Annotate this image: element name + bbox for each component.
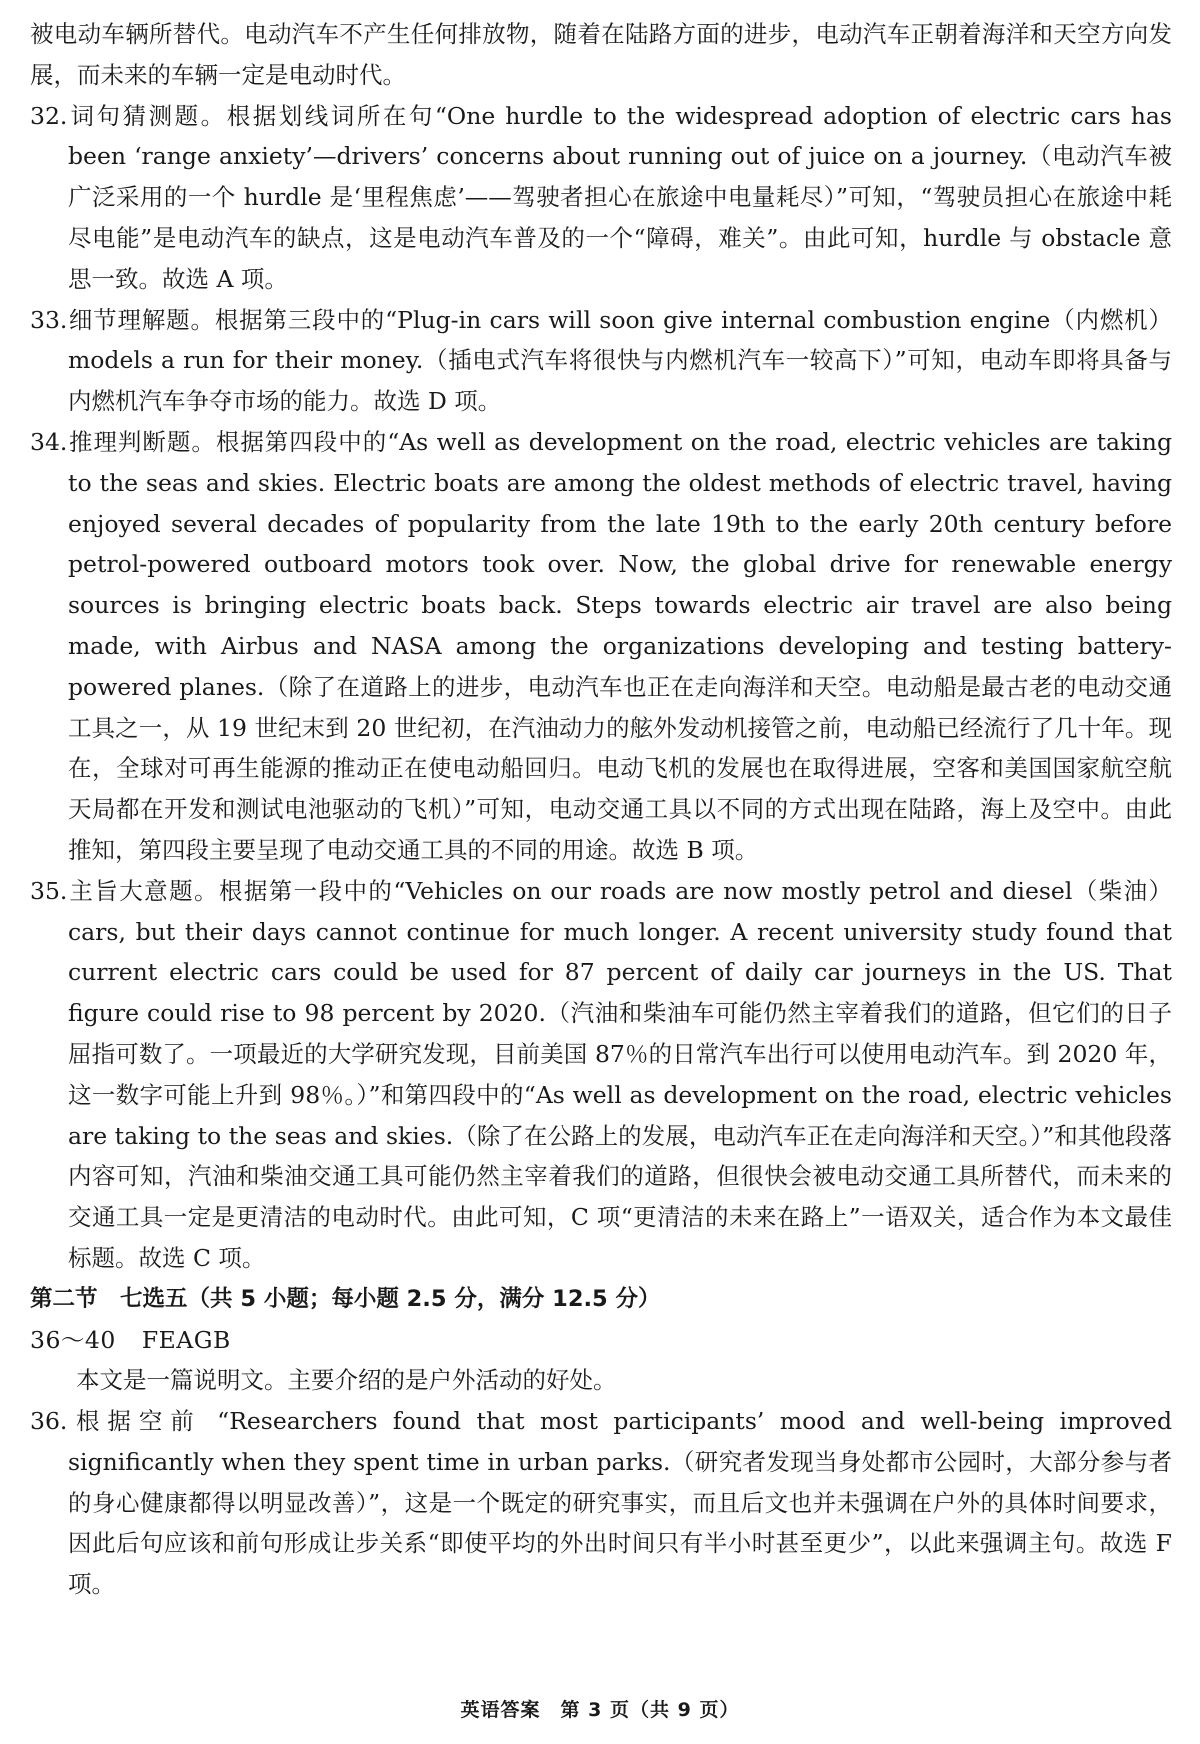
answer-key: FEAGB [141,1325,231,1354]
item-number: 35. [30,876,68,905]
answer-item-33 [30,300,1172,422]
item-number: 36. [30,1407,68,1436]
item-text: 细节理解题。根据第三段中的“Plug-in cars will soon give internal combustion engine（内燃机）models a run for their money.（插电式汽车将很快与内燃机汽车一较高下）”可知，电动车即将具备与内燃机汽车争夺市场的能力。故选 D 项。 [68,305,1172,416]
section-heading: 第二节 七选五（共 5 小题；每小题 2.5 分，满分 12.5 分） [30,1285,661,1312]
answer-range: 36～40 [30,1325,116,1354]
item-text: 主旨大意题。根据第一段中的“Vehicles on our roads are now mostly petrol and diesel（柴油）cars, but their days cannot continue for much longer. A recent university study found that current electric cars could be used for 87 percent of daily car journeys in the US. That figure could rise to 98 percent by 2020.（汽油和柴油车可能仍然主宰着我们的道路，但它们的日子屈指可数了。一项最近的大学研究发现，目前美国 87％的日常汽车出行可以使用电动汽车。到 2020 年，这一数字可能上升到 98％。）”和第四段中的“As well as development on the road, electric vehicles are taking to the seas and skies.（除了在公路上的发展，电动汽车正在走向海洋和天空。）”和其他段落内容可知，汽油和柴油交通工具可能仍然主宰着我们的道路，但很快会被电动交通工具所替代，而未来的交通工具一定是更清洁的电动时代。由此可知，C 项“更清洁的未来在路上”一语双关，适合作为本文最佳标题。故选 C 项。 [68,876,1172,1272]
page-footer: 英语答案 第 3 页（共 9 页） [460,1699,740,1721]
passage-intro: 本文是一篇说明文。主要介绍的是户外活动的好处。 [76,1366,617,1395]
continued-paragraph: 被电动车辆所替代。电动汽车不产生任何排放物，随着在陆路方面的进步，电动汽车正朝着海洋和天空方向发展，而未来的车辆一定是电动时代。 [30,20,1172,89]
answer-item-36 [30,1401,1172,1605]
item-number: 33. [30,305,68,334]
page-content [30,14,1172,1605]
answer-item-35 [30,871,1172,1279]
answer-item-34 [30,422,1172,871]
item-text: 根据空前 “Researchers found that most participants’ mood and well-being improved significantly when they spent time in urban parks.（研究者发现当身处都市公园时，大部分参与者的身心健康都得以明显改善）”，这是一个既定的研究事实，而且后文也并未强调在户外的具体时间要求，因此后句应该和前句形成让步关系“即使平均的外出时间只有半小时甚至更少”，以此来强调主句。故选 F 项。 [68,1407,1172,1599]
item-number: 32. [30,101,68,130]
item-text: 推理判断题。根据第四段中的“As well as development on the road, electric vehicles are taking to the seas and skies. Electric boats are among the oldest methods of electric travel, having enjoyed several decades of popularity from the late 19th to the early 20th century before petrol-powered outboard motors took over. Now, the global drive for renewable energy sources is bringing electric boats back. Steps towards electric air travel are also being made, with Airbus and NASA among the organizations developing and testing battery-powered planes.（除了在道路上的进步，电动汽车也正在走向海洋和天空。电动船是最古老的电动交通工具之一，从 19 世纪末到 20 世纪初，在汽油动力的舷外发动机接管之前，电动船已经流行了几十年。现在，全球对可再生能源的推动正在使电动船回归。电动飞机的发展也在取得进展，空客和美国国家航空航天局都在开发和测试电池驱动的飞机）”可知，电动交通工具以不同的方式出现在陆路，海上及空中。由此推知，第四段主要呈现了电动交通工具的不同的用途。故选 B 项。 [68,427,1172,864]
item-number: 34. [30,427,68,456]
answer-key-line [30,1320,1172,1361]
item-text: 词句猜测题。根据划线词所在句“One hurdle to the widespread adoption of electric cars has been ‘range anxiety’—drivers’ concerns about running out of juice on a journey.（电动汽车被广泛采用的一个 hurdle 是‘里程焦虑’——驾驶者担心在旅途中电量耗尽）”可知，“驾驶员担心在旅途中耗尽电能”是电动汽车的缺点，这是电动汽车普及的一个“障碍，难关”。由此可知，hurdle 与 obstacle 意思一致。故选 A 项。 [68,101,1172,293]
answer-item-32 [30,96,1172,300]
